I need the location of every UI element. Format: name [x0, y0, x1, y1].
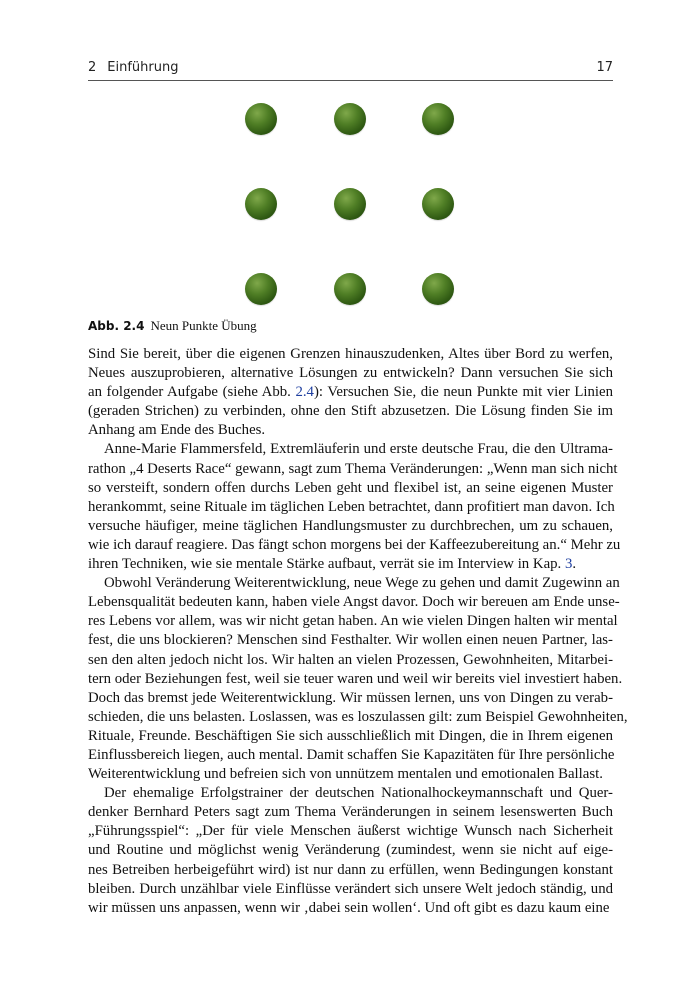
text-span: versuche häufiger, meine täglichen Handlungsmuster zu durchbrechen, um zu schauen,	[88, 517, 613, 534]
text-line	[88, 765, 613, 784]
body-text	[88, 345, 628, 918]
text-span: Lebensqualität bedeuten kann, haben viele Angst davor. Doch wir bereuen am Ende unse-	[88, 594, 620, 611]
text-line	[88, 822, 613, 841]
dot-icon	[245, 103, 277, 135]
dot-icon	[422, 273, 454, 305]
text-span: Neues auszuprobieren, alternative Lösungen zu entwickeln? Dann versuchen Sie sich	[88, 365, 613, 382]
dot-icon	[245, 273, 277, 305]
text-line	[88, 517, 613, 536]
text-line	[88, 670, 623, 689]
text-span: Rituale, Freunde. Beschäftigen Sie sich ausschließlich mit Dingen, die in Ihrem eigenen	[88, 727, 613, 744]
text-line	[88, 861, 613, 880]
text-span: nes Betreiben herbeigeführt wird) ist nur dann zu erfüllen, wenn Bedingungen konstant	[88, 861, 613, 878]
text-span: bleiben. Durch unzählbar viele Einflüsse verändert sich unsere Welt jedoch ständig, und	[88, 880, 613, 897]
text-line	[88, 784, 613, 803]
figure-caption	[88, 318, 257, 334]
cross-reference-link[interactable]: 3	[564, 556, 573, 573]
text-span: Obwohl Veränderung Weiterentwicklung, neue Wege zu gehen und damit Zugewinn an	[104, 575, 620, 592]
text-span: Anne-Marie Flammersfeld, Extremläuferin und erste deutsche Frau, die den Ultrama-	[104, 441, 613, 458]
text-line	[88, 880, 613, 899]
text-line	[88, 421, 613, 440]
text-span: sen den alten jedoch nicht los. Wir halten an vielen Prozessen, Gewohnheiten, Mitarbei-	[88, 651, 613, 668]
text-line	[88, 803, 613, 822]
nine-dots-figure	[245, 103, 455, 303]
text-span: ihren Techniken, wie sie mentale Stärke aufbaut, verrät sie im Interview in Kap.	[88, 556, 565, 573]
text-line	[88, 498, 613, 517]
text-span: und Routine und möglichst wenig Veränderung (zumindest, wenn sie nicht auf eige-	[88, 842, 613, 859]
text-line	[88, 899, 613, 918]
text-span: Einflussbereich liegen, auch mental. Damit schaffen Sie Kapazitäten für Ihre persönliche	[88, 746, 615, 763]
figure-caption-text: Neun Punkte Übung	[150, 318, 257, 333]
text-line	[88, 536, 621, 555]
text-span: Anhang am Ende des Buches.	[88, 422, 266, 439]
chapter-number: 2	[88, 60, 97, 75]
figure-label: Abb. 2.4	[88, 319, 145, 333]
text-line	[88, 593, 620, 612]
text-line	[88, 345, 613, 364]
page-number: 17	[596, 60, 613, 75]
dot-icon	[245, 188, 277, 220]
text-span: tern oder Beziehungen fest, weil sie teuer waren und weil wir bereits viel investiert haben.	[88, 670, 623, 687]
chapter-title: Einführung	[107, 60, 179, 75]
text-line	[88, 574, 620, 593]
text-line	[88, 631, 613, 650]
text-span: ): Versuchen Sie, die neun Punkte mit vier Linien	[313, 384, 614, 401]
text-span: denker Bernhard Peters sagt zum Thema Veränderungen in seinem lesenswerten Buch	[88, 804, 613, 821]
text-span: Sind Sie bereit, über die eigenen Grenzen hinauszudenken, Altes über Bord zu werfen,	[88, 346, 613, 362]
text-line	[88, 689, 613, 708]
text-span: Doch das bremst jede Weiterentwicklung. Wir müssen lernen, uns von Dingen zu verab-	[88, 689, 613, 706]
text-line	[88, 708, 628, 727]
text-line	[88, 612, 618, 631]
text-span: herankommt, seine Rituale im täglichen Leben betrachtet, dann profitiert man davon. Ich	[88, 498, 615, 515]
text-line	[88, 364, 613, 383]
text-line	[88, 440, 613, 459]
text-line	[88, 841, 613, 860]
text-line	[88, 746, 613, 765]
running-header	[88, 58, 613, 81]
text-span: „Führungsspiel“: „Der für viele Menschen äußerst wichtige Wunsch nach Sicherheit	[88, 823, 613, 840]
text-span: fest, die uns blockieren? Menschen sind Festhalter. Wir wollen einen neuen Partner, las-	[88, 632, 613, 649]
dot-icon	[422, 188, 454, 220]
dot-icon	[422, 103, 454, 135]
text-line	[88, 383, 613, 402]
text-line	[88, 651, 613, 670]
text-line	[88, 460, 618, 479]
text-span: schieden, die uns belasten. Loslassen, was es loszulassen gilt: zum Beispiel Gewohnheiten,	[88, 708, 628, 725]
text-span: res Lebens vor allem, was wir nicht getan haben. An wie vielen Dingen halten wir mental	[88, 613, 618, 630]
chapter-heading	[88, 60, 178, 75]
text-span: wir müssen uns anpassen, wenn wir ‚dabei sein wollen‘. Und oft gibt es dazu kaum eine	[88, 899, 610, 916]
cross-reference-link[interactable]: 2.4	[295, 384, 314, 401]
text-line	[88, 727, 613, 746]
text-line	[88, 402, 613, 421]
text-span: Weiterentwicklung und befreien sich von unnützem mentalen und emotionalen Ballast.	[88, 766, 603, 783]
text-line	[88, 555, 613, 574]
text-span: (geraden Strichen) zu verbinden, ohne den Stift abzusetzen. Die Lösung finden Sie im	[88, 403, 613, 420]
dot-icon	[334, 273, 366, 305]
dot-icon	[334, 188, 366, 220]
text-span: Der ehemalige Erfolgstrainer der deutschen Nationalhockeymannschaft und Quer-	[104, 785, 613, 802]
text-span: an folgender Aufgabe (siehe Abb.	[88, 384, 296, 401]
text-span: so versteift, sondern offen durchs Leben geht und flexibel ist, an seine eigenen Muster	[88, 479, 613, 496]
dot-icon	[334, 103, 366, 135]
text-span: wie ich darauf reagiere. Das fängt schon morgens bei der Kaffeezubereitung an.“ Mehr zu	[88, 536, 621, 553]
text-span: .	[572, 556, 577, 573]
text-span: rathon „4 Deserts Race“ gewann, sagt zum Thema Veränderungen: „Wenn man sich nicht	[88, 460, 618, 477]
text-line	[88, 479, 613, 498]
